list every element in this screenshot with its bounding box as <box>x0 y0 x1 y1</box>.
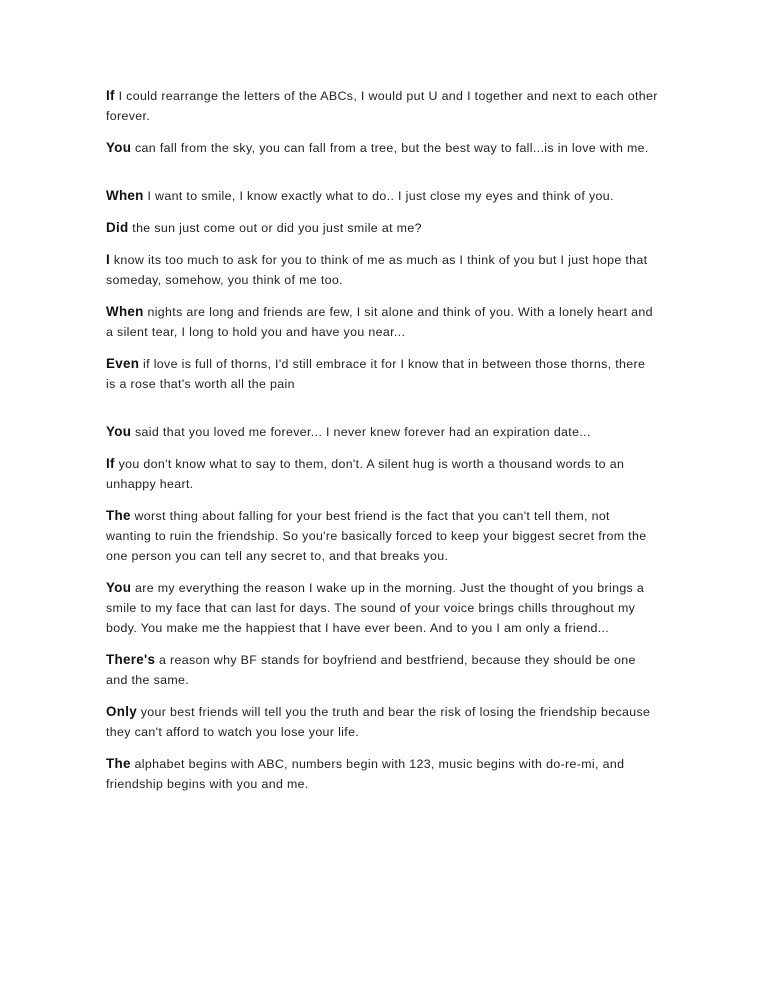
paragraph-lead: When <box>106 304 144 319</box>
paragraph-lead: The <box>106 508 131 523</box>
paragraph-text: alphabet begins with ABC, numbers begin with 123, music begins with do-re-mi, and friendship begins with you and me. <box>106 757 625 791</box>
paragraph-text: your best friends will tell you the truth and bear the risk of losing the friendship because they can't afford to watch you lose your life. <box>106 705 651 739</box>
paragraph-10 <box>106 506 658 566</box>
paragraph-7 <box>106 354 658 394</box>
paragraph-text: said that you loved me forever... I never knew forever had an expiration date... <box>131 425 591 439</box>
paragraph-4 <box>106 218 658 238</box>
paragraph-text: the sun just come out or did you just smile at me? <box>128 221 422 235</box>
paragraph-text: I want to smile, I know exactly what to do.. I just close my eyes and think of you. <box>143 189 614 203</box>
paragraph-lead: There's <box>106 652 156 667</box>
paragraph-text: a reason why BF stands for boyfriend and bestfriend, because they should be one and the same. <box>106 653 636 687</box>
paragraph-5 <box>106 250 658 290</box>
paragraph-text: know its too much to ask for you to think of me as much as I think of you but I just hope that someday, somehow, you think of me too. <box>106 253 648 287</box>
paragraph-lead: I <box>106 252 111 267</box>
paragraph-1 <box>106 86 658 126</box>
paragraph-3 <box>106 186 658 206</box>
paragraph-text: if love is full of thorns, I'd still embrace it for I know that in between those thorns, there is a rose that's worth all the pain <box>106 357 646 391</box>
paragraph-lead: The <box>106 756 131 771</box>
paragraph-8 <box>106 422 658 442</box>
paragraph-lead: Even <box>106 356 140 371</box>
paragraph-lead: Did <box>106 220 129 235</box>
paragraph-text: worst thing about falling for your best friend is the fact that you can't tell them, not wanting to ruin the friendship. So you're basically forced to keep your biggest secret from the one person you can tell any secret to, and that breaks you. <box>106 509 647 563</box>
paragraph-text: you don't know what to say to them, don't. A silent hug is worth a thousand words to an unhappy heart. <box>106 457 625 491</box>
paragraph-9 <box>106 454 658 494</box>
paragraph-text: I could rearrange the letters of the ABCs, I would put U and I together and next to each other forever. <box>106 89 658 123</box>
paragraph-lead: You <box>106 424 132 439</box>
paragraph-lead: You <box>106 580 132 595</box>
paragraph-lead: If <box>106 88 115 103</box>
paragraph-text: can fall from the sky, you can fall from a tree, but the best way to fall...is in love with me. <box>131 141 649 155</box>
paragraph-lead: You <box>106 140 132 155</box>
paragraph-6 <box>106 302 658 342</box>
paragraph-2 <box>106 138 658 158</box>
paragraph-13 <box>106 702 658 742</box>
paragraph-lead: If <box>106 456 115 471</box>
paragraph-text: are my everything the reason I wake up in the morning. Just the thought of you brings a smile to my face that can last for days. The sound of your voice brings chills throughout my body. You make me the happiest that I have ever been. And to you I am only a friend... <box>106 581 645 635</box>
document-page <box>106 86 658 806</box>
paragraph-14 <box>106 754 658 794</box>
paragraph-lead: Only <box>106 704 137 719</box>
paragraph-11 <box>106 578 658 638</box>
paragraph-lead: When <box>106 188 144 203</box>
paragraph-12 <box>106 650 658 690</box>
paragraph-text: nights are long and friends are few, I sit alone and think of you. With a lonely heart and a silent tear, I long to hold you and have you near... <box>106 305 653 339</box>
